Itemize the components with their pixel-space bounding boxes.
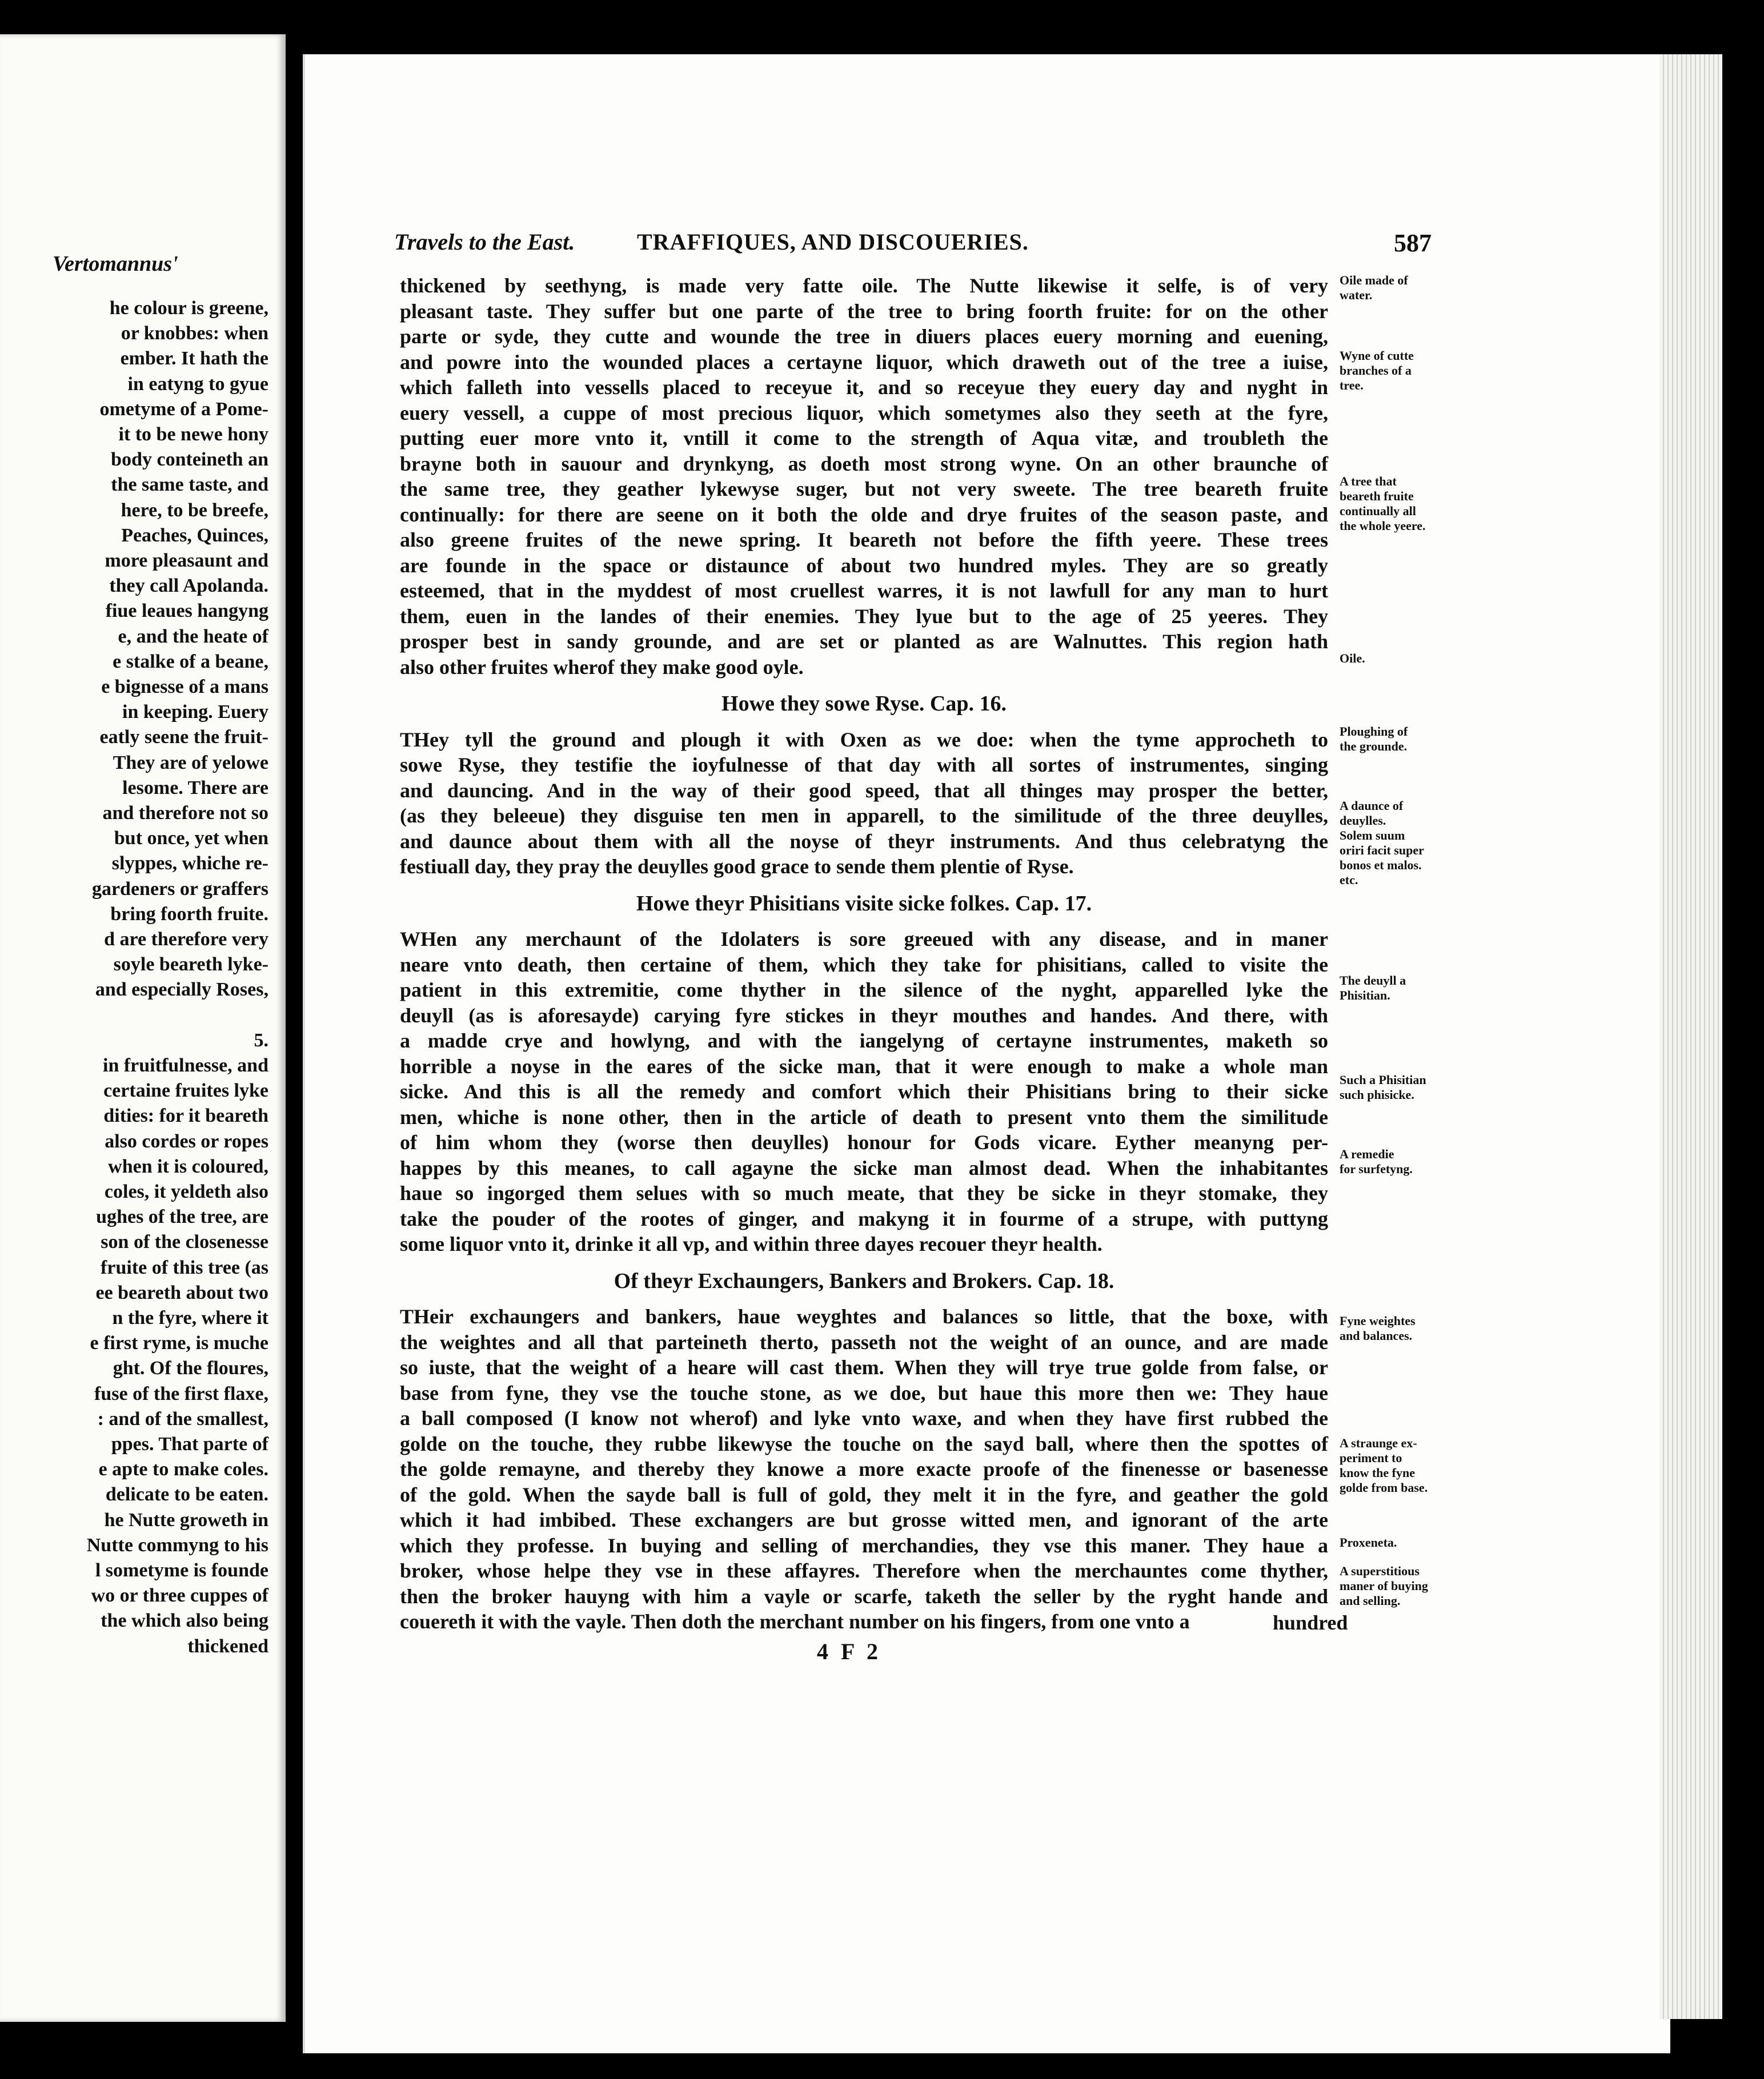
text-line: which falleth into vessells placed to receyue it, and so receyue they euery day and nyght in [400,376,1328,399]
text-line: happes by this meanes, to call agayne the sicke man almost dead. When the inhabitantes [400,1156,1328,1179]
page-number: 587 [1394,229,1432,257]
text-line: d are therefore very [104,929,268,950]
text-line: e bignesse of a mans [101,676,268,698]
left-page [0,34,286,2022]
margin-note: A straunge ex- periment to know the fyne golde from base. [1340,1436,1428,1495]
text-line: : and of the smallest, [97,1408,268,1430]
text-line: then the broker hauyng with him a vayle or scarfe, taketh the seller by the ryght hande and [400,1584,1328,1608]
text-line: in fruitfulnesse, and [103,1054,268,1076]
text-line: putting euer more vnto it, vntill it come to the strength of Aqua vitæ, and troubleth the [400,427,1328,449]
text-line: sowe Ryse, they testifie the ioyfulnesse of that day with all sortes of instrumentes, singing [400,753,1328,776]
text-line: also cordes or ropes [105,1130,268,1152]
text-line: ember. It hath the [120,348,268,370]
left-text-gap [0,1003,268,1028]
left-text-block-b [0,1028,268,1659]
text-line: They are of yelowe [113,752,268,773]
chapter-heading-16: Howe they sowe Ryse. Cap. 16. [721,692,1007,716]
text-line: and especially Roses, [95,979,268,1001]
margin-note: Oile made of water. [1340,273,1408,302]
text-line: thickened by seethyng, is made very fatte oile. The Nutte likewise it selfe, is of very [400,274,1328,297]
paragraph-rice [400,727,1328,880]
margin-note: Proxeneta. [1340,1535,1397,1550]
text-line: deuyll (as is aforesayde) carying fyre stickes in theyr mouthes and handes. And there, with [400,1004,1328,1027]
text-line: ee beareth about two [95,1282,268,1303]
text-line: haue so ingorged them selues with so much meate, that they be sicke in theyr stomake, they [400,1182,1328,1205]
page-edges [1659,54,1722,2019]
paragraph-oil [400,273,1328,680]
text-line: the weightes and all that parteineth therto, passeth not the weight of an ounce, and are made [400,1330,1328,1354]
text-line: couereth it with the vayle. Then doth the merchant number on his fingers, from one vnto a [400,1610,1190,1633]
text-line: Nutte commyng to his [86,1534,268,1556]
text-line: soyle beareth lyke- [113,954,268,976]
margin-note: A tree that beareth fruite continually all the whole yeere. [1340,474,1426,533]
text-line: take the pouder of the rootes of ginger, and makyng it in fourme of a strupe, with puttyng [400,1207,1328,1230]
text-line: (as they beleeue) they disguise ten men in apparell, to the similitude of the three deuylles, [400,804,1328,827]
text-line: lesome. There are [122,777,268,798]
text-line: e apte to make coles. [98,1459,268,1480]
catchword: hundred [1273,1611,1348,1634]
text-line: and dauncing. And in the way of their good speed, that all thinges may prosper the better, [400,778,1328,802]
text-line: thickened [187,1635,268,1657]
text-line: also greene fruites of the newe spring. It beareth not before the fifth yeere. These trees [400,528,1328,551]
text-line: a ball composed (I know not wherof) and lyke vnto waxe, and when they have first rubbed the [400,1407,1328,1430]
chapter-heading-18: Of theyr Exchaungers, Bankers and Brokers. Cap. 18. [614,1269,1114,1293]
text-line: esteemed, that in the myddest of most cruellest warres, it is not lawfull for any man to hurt [400,579,1328,602]
margin-note: A daunce of deuylles. Solem suum oriri facit super bonos et malos. etc. [1340,798,1424,887]
signature-mark: 4 F 2 [817,1639,881,1664]
text-line: bring foorth fruite. [110,903,268,925]
text-line: or knobbes: when [121,323,268,344]
left-page-text [0,296,268,1659]
text-line: gardeners or graffers [91,878,268,900]
text-line: e first ryme, is muche [90,1333,268,1354]
text-line: and daunce about them with all the noyse of theyr instruments. And thus celebratyng the [400,829,1328,853]
running-head-left: Travels to the East. [394,229,575,255]
text-line: neare vnto death, then certaine of them, which they take for phisitians, called to visite the [400,953,1328,976]
running-head-center: TRAFFIQUES, AND DISCOUERIES. [637,229,1029,255]
paragraph-exchangers [400,1304,1328,1635]
margin-note: Ploughing of the grounde. [1340,724,1408,753]
margin-note: A remedie for surfetyng. [1340,1147,1413,1176]
text-line: the same taste, and [111,474,268,496]
left-text-block-a [0,296,268,1003]
text-line: delicate to be eaten. [105,1484,268,1506]
text-line: THey tyll the ground and plough it with Oxen as we doe: when the tyme approcheth to [400,728,1328,751]
text-line: are founde in the space or distaunce of about two hundred myles. They are so greatly [400,553,1328,577]
text-line: body conteineth an [111,449,268,471]
text-line: e, and the heate of [118,625,268,647]
text-line: dities: for it beareth [103,1105,268,1127]
text-line: golde on the touche, they rubbe likewyse the touche on the sayd ball, where then the spottes of [400,1432,1328,1455]
text-line: also other fruites wherof they make good oyle. [400,655,804,679]
text-line: it to be newe hony [118,424,268,446]
margin-note: Oile. [1340,651,1365,665]
text-line: the same tree, they geather lykewyse suger, but not very sweete. The tree beareth fruite [400,477,1328,500]
text-line: e stalke of a beane, [113,651,268,672]
margin-note: A superstitious maner of buying and selling. [1340,1564,1428,1608]
text-line: a madde crye and howlyng, and with the iangelyng of certayne instrumentes, maketh so [400,1029,1328,1052]
margin-note: The deuyll a Phisitian. [1340,973,1406,1002]
text-line: and therefore not so [102,802,268,824]
text-line: fuse of the first flaxe, [94,1383,268,1404]
text-line: of the gold. When the sayde ball is full of gold, they melt it in the fyre, and geather the gold [400,1483,1328,1506]
text-line: horrible a noyse in the eares of the sicke man, that it were enough to make a whole man [400,1054,1328,1078]
text-line: the golde remayne, and thereby they knowe a more exacte proofe of the finenesse or basenesse [400,1458,1328,1480]
text-line: slyppes, whiche re- [111,853,268,874]
main-text [400,273,1328,1635]
text-line: prosper best in sandy grounde, and are set or planted as are Walnuttes. This region hath [400,630,1328,653]
text-line: son of the closenesse [101,1231,268,1253]
text-line: the which also being [101,1610,268,1632]
text-line: fiue leaues hangyng [105,600,268,622]
text-line: Peaches, Quinces, [121,524,268,546]
text-line: so iuste, that the weight of a heare will cast them. When they will trye true golde from false, or [400,1356,1328,1379]
text-line: ppes. That parte of [111,1433,268,1455]
margin-note: Wyne of cutte branches of a tree. [1340,348,1414,392]
text-line: of him whom they (worse then deuylles) honour for Gods vicare. Eyther meanyng per- [400,1131,1328,1154]
text-line: they call Apolanda. [109,575,268,597]
text-line: men, whiche is none other, then in the article of death to present vnto them the similitude [400,1105,1328,1129]
text-line: in eatyng to gyue [127,373,268,395]
text-line: wo or three cuppes of [91,1585,268,1607]
paragraph-physicians [400,926,1328,1257]
text-line: coles, it yeldeth also [104,1181,268,1202]
text-line: certaine fruites lyke [103,1080,268,1102]
text-line: festiuall day, they pray the deuylles good grace to sende them plentie of Ryse. [400,855,1074,878]
text-line: THeir exchaungers and bankers, haue weyghtes and balances so little, that the boxe, with [400,1305,1328,1328]
text-line: when it is coloured, [108,1155,268,1177]
text-line: parte or syde, they cutte and wounde the tree in diuers places euery morning and euening, [400,325,1328,348]
margin-note: Fyne weightes and balances. [1340,1314,1416,1343]
text-line: more pleasaunt and [105,550,268,572]
text-line: base from fyne, they vse the touche stone, as we doe, but haue this more then we: They haue [400,1381,1328,1404]
text-line: WHen any merchaunt of the Idolaters is sore greeued with any disease, and in maner [400,928,1328,950]
text-line: euery vessell, a cuppe of most precious liquor, which sometymes also they seeth at the fyre, [400,401,1328,424]
text-line: but once, yet when [114,828,268,849]
text-line: he colour is greene, [109,298,268,319]
text-line: l sometyme is founde [95,1559,268,1581]
text-line: which they professe. In buying and selling of merchandies, they vse this maner. They haue a [400,1534,1328,1557]
text-line: brayne both in sauour and drynkyng, as doeth most strong wyne. On an other braunche of [400,452,1328,475]
left-running-head: Vertomannus' [53,252,178,276]
text-line: broker, whose helpe they vse in these affayres. Therefore when the merchauntes come thyther, [400,1559,1328,1582]
text-line: here, to be breefe, [121,499,268,521]
text-line: ght. Of the floures, [113,1358,268,1379]
text-line: fruite of this tree (as [101,1257,268,1278]
text-line: continually: for there are seene on it both the olde and drye fruites of the season paste, and [400,503,1328,526]
text-line: ometyme of a Pome- [99,398,268,420]
margin-note: Such a Phisitian such phisicke. [1340,1073,1426,1102]
text-line: eatly seene the fruit- [99,727,268,748]
text-line: 5. [254,1029,268,1051]
text-line: which it had imbibed. These exchangers are but grosse witted men, and ignorant of the arte [400,1508,1328,1531]
text-line: patient in this extremitie, come thyther in the silence of the nyght, apparelled lyke the [400,978,1328,1001]
text-line: and powre into the wounded places a certayne liquor, which draweth out of the tree a iuise, [400,350,1328,374]
text-line: sicke. And this is all the remedy and comfort which their Phisitians bring to their sicke [400,1080,1328,1103]
text-line: ughes of the tree, are [96,1206,268,1228]
text-line: he Nutte groweth in [104,1509,268,1531]
text-line: n the fyre, where it [112,1307,268,1329]
text-line: them, euen in the landes of their enemies. They lyue but to the age of 25 yeeres. They [400,604,1328,628]
text-line: pleasant taste. They suffer but one parte of the tree to bring foorth fruite: for on the other [400,299,1328,323]
text-line: some liquor vnto it, drinke it all vp, and within three dayes recouer theyr health. [400,1233,1102,1255]
chapter-heading-17: Howe theyr Phisitians visite sicke folkes. Cap. 17. [636,891,1092,916]
text-line: in keeping. Euery [122,701,268,723]
